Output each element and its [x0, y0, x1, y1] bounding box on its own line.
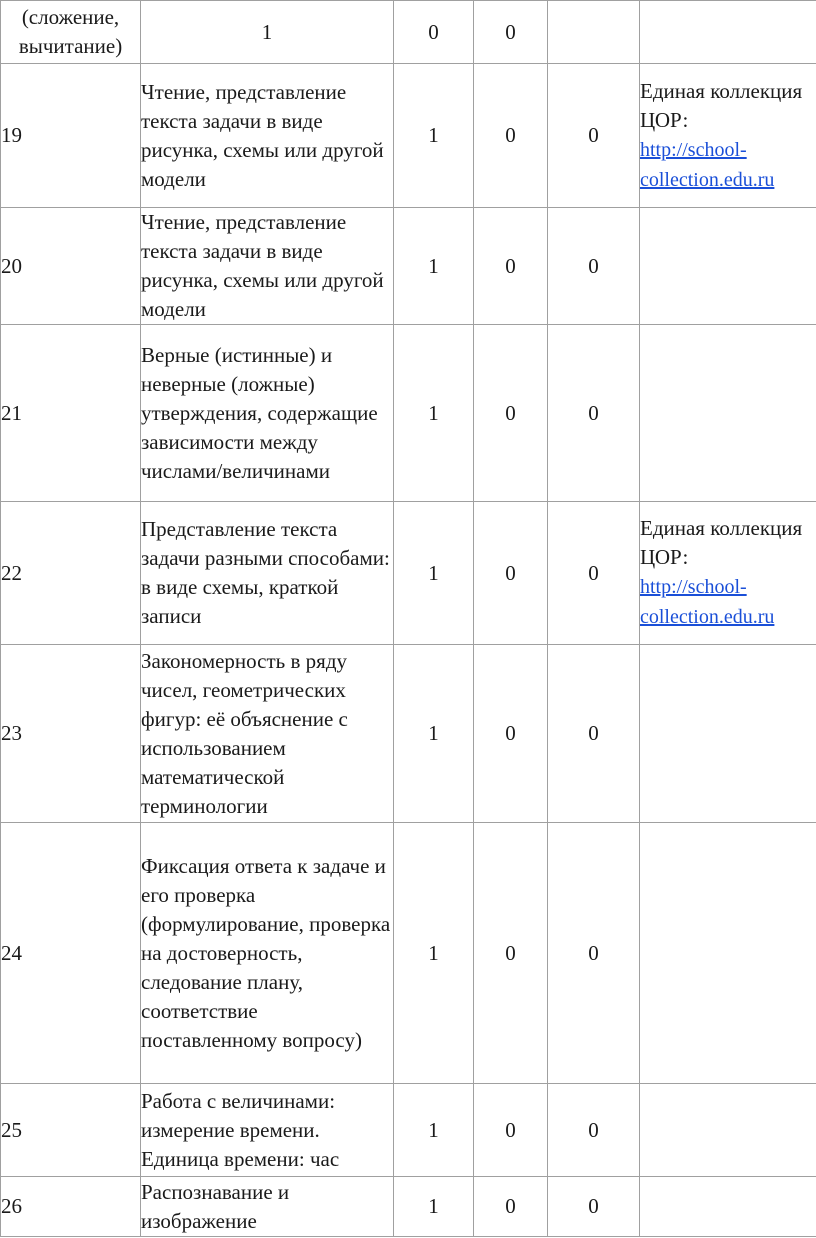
table-row [1, 208, 816, 325]
table-row [1, 325, 816, 502]
resources-cell [640, 823, 816, 1084]
resources-cell [640, 1177, 816, 1237]
empty-cell [640, 1, 816, 64]
control-hours-cell: 0 [474, 64, 548, 208]
total-hours-cell: 1 [394, 1177, 474, 1237]
resources-cell [640, 325, 816, 502]
topic-cell: Распознавание и изображение [141, 1177, 394, 1237]
resources-cell [640, 64, 816, 208]
control-hours-cell: 0 [474, 823, 548, 1084]
control-hours-cell: 0 [474, 325, 548, 502]
resource-label: Единая коллекция ЦОР: [640, 78, 803, 132]
topic-cell: Верные (истинные) и неверные (ложные) утверждения, содержащие зависимости между числами/величинами [141, 325, 394, 502]
table-row [1, 1084, 816, 1177]
total-hours-cell: 1 [394, 208, 474, 325]
total-hours-cell: 1 [394, 64, 474, 208]
resources-cell [640, 1084, 816, 1177]
practice-hours-cell: 0 [474, 1, 548, 64]
total-hours-cell: 1 [394, 1084, 474, 1177]
practice-hours-cell: 0 [548, 1084, 640, 1177]
lesson-number-cell: 21 [1, 325, 141, 502]
control-hours-cell: 0 [474, 502, 548, 645]
total-hours-cell: 1 [394, 502, 474, 645]
table-row [1, 823, 816, 1084]
total-hours-cell: 1 [394, 823, 474, 1084]
control-hours-cell: 0 [394, 1, 474, 64]
lesson-number-cell: 24 [1, 823, 141, 1084]
lesson-number-cell: 23 [1, 645, 141, 823]
control-hours-cell: 0 [474, 1084, 548, 1177]
topic-cell: Работа с величинами: измерение времени. Единица времени: час [141, 1084, 394, 1177]
resources-cell [548, 1, 640, 64]
lesson-number-cell: 22 [1, 502, 141, 645]
control-hours-cell: 0 [474, 208, 548, 325]
practice-hours-cell: 0 [548, 502, 640, 645]
practice-hours-cell: 0 [548, 325, 640, 502]
practice-hours-cell: 0 [548, 208, 640, 325]
resources-cell [640, 502, 816, 645]
lesson-number-cell: 20 [1, 208, 141, 325]
topic-cell: Фиксация ответа к задаче и его проверка (формулирование, проверка на достоверность, следование плану, соответствие поставленному вопросу) [141, 823, 394, 1084]
table-row [1, 64, 816, 208]
lesson-number-cell: 25 [1, 1084, 141, 1177]
control-hours-cell: 0 [474, 1177, 548, 1237]
topic-cell: Закономерность в ряду чисел, геометрических фигур: её объяснение с использованием математической терминологии [141, 645, 394, 823]
control-hours-cell: 0 [474, 645, 548, 823]
practice-hours-cell: 0 [548, 645, 640, 823]
lesson-number-cell: 19 [1, 64, 141, 208]
total-hours-cell: 1 [141, 1, 394, 64]
table-row [1, 1177, 816, 1237]
table-row [1, 502, 816, 645]
topic-cell: (сложение, вычитание) [1, 1, 141, 64]
practice-hours-cell: 0 [548, 823, 640, 1084]
topic-cell: Представление текста задачи разными способами: в виде схемы, краткой записи [141, 502, 394, 645]
topic-cell: Чтение, представление текста задачи в виде рисунка, схемы или другой модели [141, 208, 394, 325]
table-row [1, 645, 816, 823]
resource-label: Единая коллекция ЦОР: [640, 516, 803, 569]
resources-cell [640, 645, 816, 823]
practice-hours-cell: 0 [548, 64, 640, 208]
resource-link[interactable]: http://school-collection.edu.ru [640, 576, 775, 628]
topic-cell: Чтение, представление текста задачи в виде рисунка, схемы или другой модели [141, 64, 394, 208]
lesson-number-cell: 26 [1, 1177, 141, 1237]
practice-hours-cell: 0 [548, 1177, 640, 1237]
resource-link[interactable]: http://school-collection.edu.ru [640, 138, 775, 191]
total-hours-cell: 1 [394, 325, 474, 502]
resources-cell [640, 208, 816, 325]
total-hours-cell: 1 [394, 645, 474, 823]
table-row [1, 1, 816, 64]
